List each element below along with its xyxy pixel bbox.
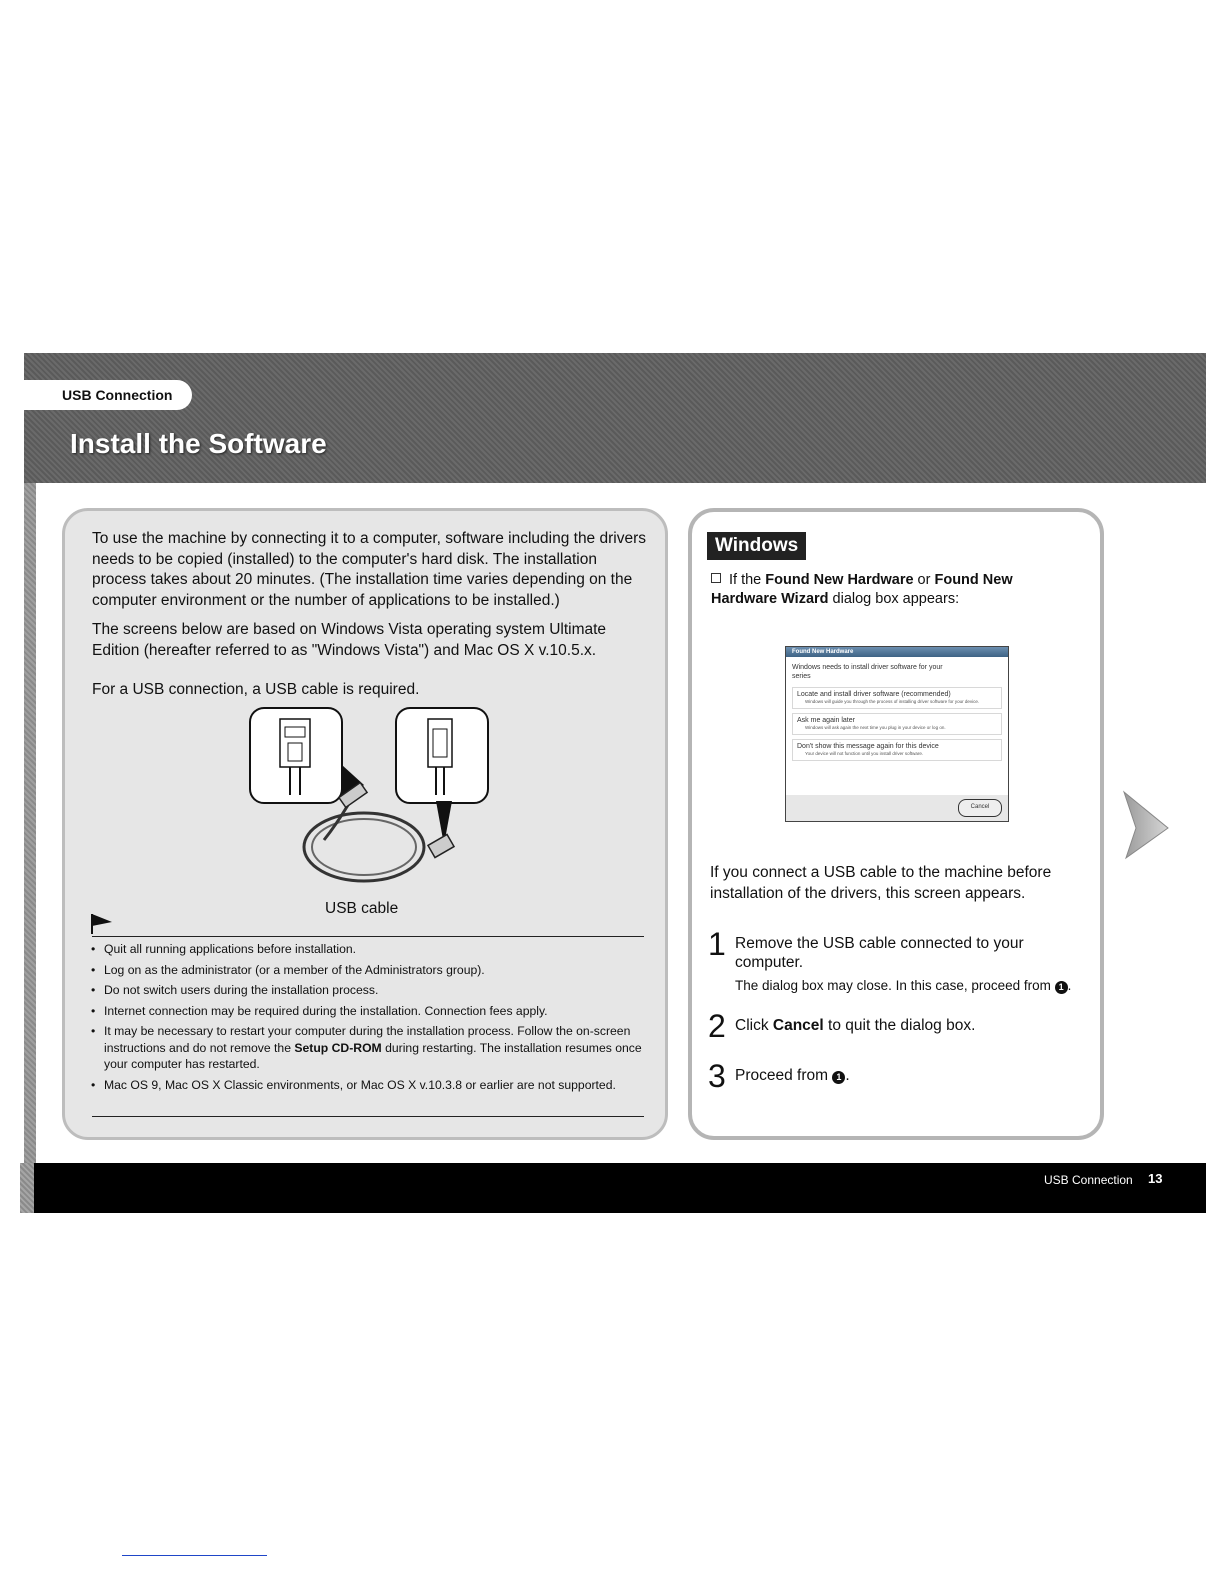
step-ref-icon: 1 xyxy=(1055,981,1068,994)
notes-rule-top xyxy=(92,936,644,937)
note-text: Quit all running applications before installation. xyxy=(104,942,357,956)
header-band xyxy=(24,353,1206,483)
note-text: It may be necessary to restart your computer during the installation process. Follow the on-screen instructions and do not remove the xyxy=(104,1024,631,1055)
note-flag-icon xyxy=(90,912,114,934)
note-text: Log on as the administrator (or a member of the Administrators group). xyxy=(104,962,485,977)
step-number: 3 xyxy=(708,1058,726,1094)
next-page-arrow-icon[interactable] xyxy=(1122,790,1170,860)
note-text: Mac OS 9, Mac OS X Classic environments, or Mac OS X v.10.3.8 or earlier are not supported. xyxy=(104,1077,616,1092)
step-text: Click Cancel to quit the dialog box. xyxy=(735,1017,976,1034)
footer-band xyxy=(20,1163,1206,1213)
step-text: Proceed from 1 . xyxy=(735,1067,850,1084)
dialog-option-dont-show: Don't show this message again for this device Your device will not function until you install driver software. xyxy=(792,739,1002,761)
step-subtext: The dialog box may close. In this case, proceed from 1 . xyxy=(735,978,1072,993)
note-text: Internet connection may be required during the installation. Connection fees apply. xyxy=(104,1003,548,1018)
page-title: Install the Software xyxy=(70,428,327,459)
section-tab: USB Connection xyxy=(24,380,192,410)
step-number: 1 xyxy=(708,926,726,962)
note-bold-text: Setup CD-ROM xyxy=(294,1040,382,1055)
dialog-title: Found New Hardware xyxy=(786,647,1008,657)
condition-bold-1: Found New Hardware xyxy=(765,572,914,588)
intro-paragraph-3: For a USB connection, a USB cable is required. xyxy=(92,681,420,698)
usb-cable-illustration xyxy=(240,705,500,905)
dialog-option-locate: Locate and install driver software (recommended) Windows will guide you through the process of installing driver software for your device. xyxy=(792,687,1002,709)
usb-b-connector-zoom xyxy=(396,708,488,803)
notes-rule-bottom xyxy=(92,1116,644,1117)
note-item xyxy=(90,1023,646,1073)
note-item xyxy=(90,941,646,958)
footer-edge-strip xyxy=(20,1163,34,1213)
condition-bold-2: Found New Hardware Wizard xyxy=(711,572,1013,607)
note-item xyxy=(90,1003,646,1020)
found-new-hardware-dialog-screenshot xyxy=(785,646,1009,822)
dialog-option-ask-later: Ask me again later Windows will ask again the next time you plug in your device or log on. xyxy=(792,713,1002,735)
step-ref-icon: 1 xyxy=(832,1071,845,1084)
note-text: Do not switch users during the installation process. xyxy=(104,983,379,997)
note-text: during restarting. The installation resumes once your computer has restarted. xyxy=(104,1040,642,1071)
note-item xyxy=(90,1077,646,1094)
intro-paragraph-1: To use the machine by connecting it to a computer, software including the drivers needs to be copied (installed) to the computer's hard disk. The installation process takes about 20 minutes. (The installation time varies depending on the computer environment or the number of applications to be installed.) xyxy=(92,530,646,609)
dialog-message: Windows needs to install driver software for your series xyxy=(792,664,943,680)
os-badge: Windows xyxy=(707,532,806,560)
illustration-caption: USB cable xyxy=(325,900,399,917)
left-edge-strip xyxy=(24,483,36,1213)
intro-paragraph-2: The screens below are based on Windows Vista operating system Ultimate Edition (hereafter referred to as "Windows Vista") and Mac OS X v.10.5.x. xyxy=(92,621,607,659)
footer-section-label: USB Connection xyxy=(1044,1173,1133,1187)
checkbox-icon xyxy=(711,573,721,583)
dialog-cancel-button: Cancel xyxy=(958,799,1002,817)
step-text: Remove the USB cable connected to your computer. xyxy=(735,935,1024,971)
condition-text xyxy=(711,571,1071,609)
condition-mid: or xyxy=(913,572,935,588)
page-number: 13 xyxy=(1148,1171,1163,1186)
notes-list xyxy=(90,941,646,1097)
condition-pre: If the xyxy=(729,572,766,588)
bottom-link-underline xyxy=(122,1555,267,1556)
condition-post: dialog box appears: xyxy=(828,591,960,607)
usb-a-connector-zoom xyxy=(250,708,342,803)
after-dialog-text: If you connect a USB cable to the machine before installation of the drivers, this screen appears. xyxy=(710,864,1052,902)
note-item xyxy=(90,962,646,979)
note-item xyxy=(90,982,646,999)
step-number: 2 xyxy=(708,1008,726,1044)
